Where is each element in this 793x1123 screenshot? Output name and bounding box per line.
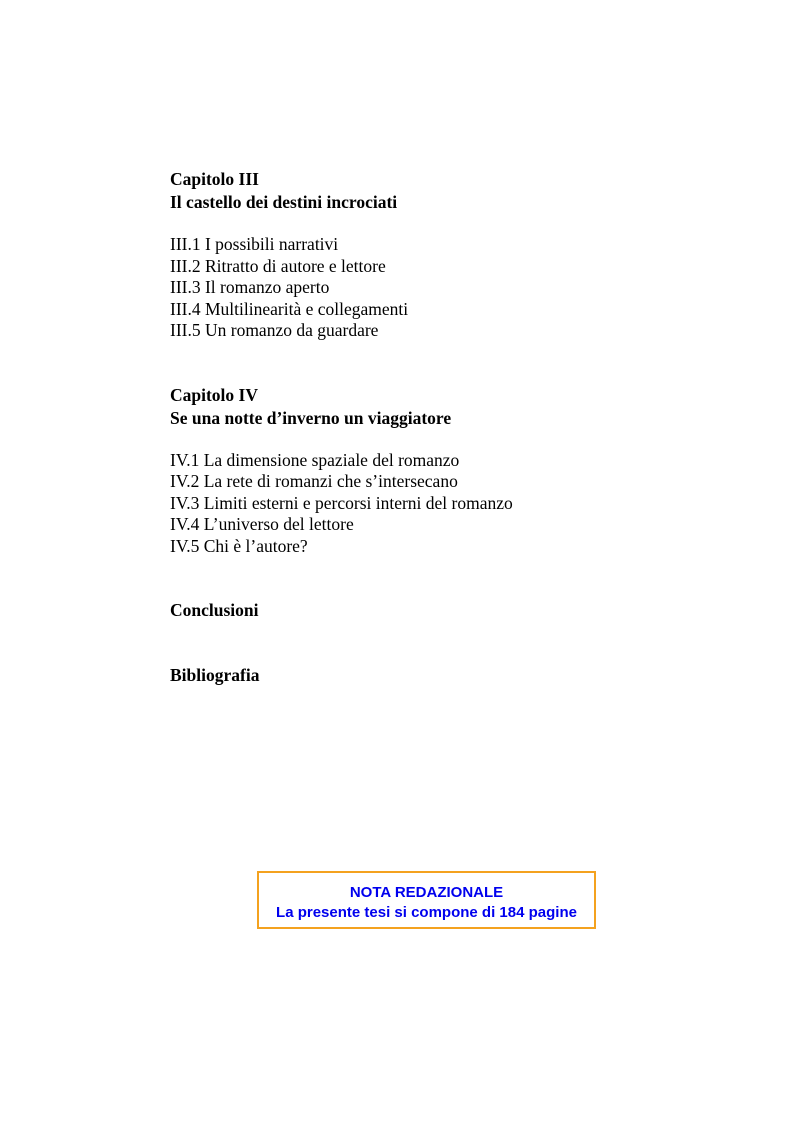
toc-item: IV.3 Limiti esterni e percorsi interni del romanzo — [170, 492, 513, 513]
toc-item: III.4 Multilinearità e collegamenti — [170, 298, 409, 319]
editorial-note-title: NOTA REDAZIONALE — [349, 884, 504, 901]
bibliography-heading: Bibliografia — [170, 665, 260, 685]
toc-item: III.1 I possibili narrativi — [170, 234, 339, 254]
chapter4-label: Capitolo IV — [170, 384, 258, 405]
toc-item: IV.5 Chi è l’autore? — [170, 535, 308, 556]
conclusions-heading: Conclusioni — [170, 600, 259, 620]
table-of-contents — [170, 168, 730, 687]
toc-item: III.2 Ritratto di autore e lettore — [170, 255, 386, 276]
toc-item: IV.2 La rete di romanzi che s’intersecano — [170, 471, 458, 491]
chapter4-title: Se una notte d’inverno un viaggiatore — [170, 407, 452, 428]
chapter3-label: Capitolo III — [170, 169, 259, 189]
chapter3-title: Il castello dei destini incrociati — [170, 192, 398, 212]
toc-item: IV.4 L’universo del lettore — [170, 514, 354, 534]
editorial-note-box — [257, 871, 596, 929]
toc-item: III.3 Il romanzo aperto — [170, 277, 330, 297]
toc-item: IV.1 La dimensione spaziale del romanzo — [170, 449, 460, 470]
editorial-note-text: La presente tesi si compone di 184 pagine — [276, 904, 577, 921]
toc-item: III.5 Un romanzo da guardare — [170, 320, 379, 340]
